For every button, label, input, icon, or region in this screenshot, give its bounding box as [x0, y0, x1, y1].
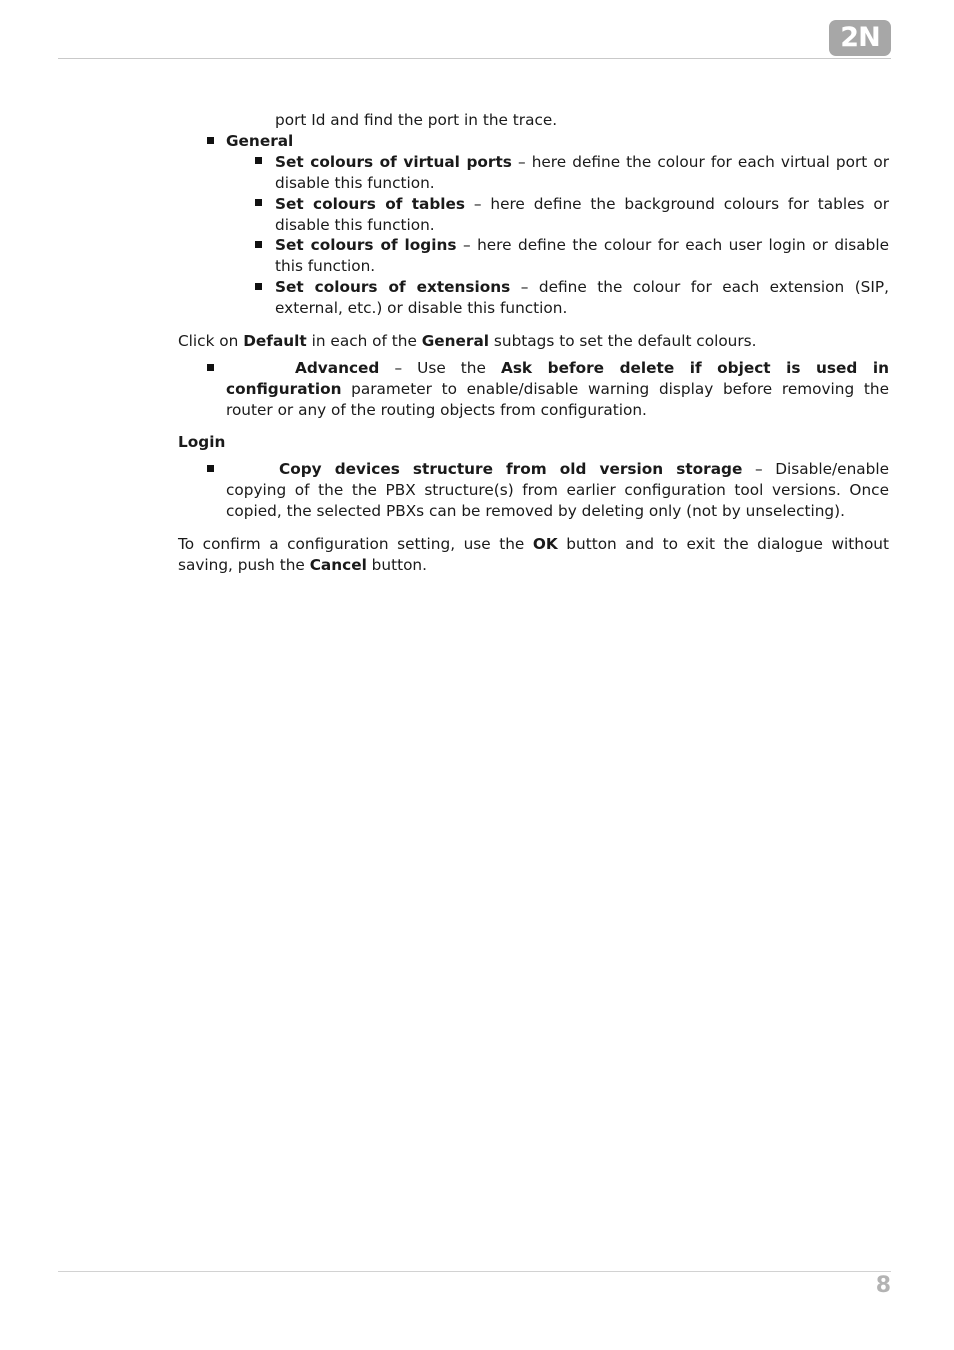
- brand-logo: 2N: [829, 20, 891, 56]
- general-heading: General: [226, 132, 294, 150]
- item-term: Set colours of virtual ports: [275, 153, 512, 171]
- continuation-text: port Id and find the port in the trace.: [275, 111, 558, 129]
- bullet-icon: [255, 199, 262, 206]
- bullet-icon: [255, 157, 262, 164]
- bullet-icon: [207, 137, 214, 144]
- bullet-icon: [255, 241, 262, 248]
- list-item: Set colours of virtual ports – here define the colour for each virtual port or disable this function.: [275, 153, 889, 192]
- item-term: Set colours of extensions: [275, 278, 511, 296]
- list-item: Set colours of extensions – define the colour for each extension (SIP, external, etc.) or disable this function.: [275, 278, 889, 317]
- item-term: Set colours of tables: [275, 195, 466, 213]
- list-item: Copy devices structure from old version storage – Disable/enable copying of the the PBX structure(s) from earlier configuration tool versions. Once copied, the selected PBXs can be removed by deleting only (not by unselecting).: [226, 460, 890, 520]
- list-item: Set colours of logins – here define the colour for each user login or disable this function.: [275, 236, 889, 275]
- item-term: Advanced: [295, 359, 380, 377]
- footer-divider: [58, 1271, 891, 1272]
- bullet-icon: [207, 465, 214, 472]
- default-note: Click on Default in each of the General subtags to set the default colours.: [178, 332, 757, 350]
- page-number: 8: [875, 1273, 891, 1298]
- header-divider: [58, 58, 891, 59]
- item-term: Copy devices structure from old version storage: [279, 460, 743, 478]
- item-term: Set colours of logins: [275, 236, 457, 254]
- list-item: Set colours of tables – here define the background colours for tables or disable this function.: [275, 195, 890, 234]
- login-heading: Login: [178, 433, 226, 451]
- bullet-icon: [255, 283, 262, 290]
- confirm-note: To confirm a configuration setting, use the OK button and to exit the dialogue without saving, push the Cancel button.: [178, 535, 889, 574]
- list-item: Advanced – Use the Ask before delete if object is used in configuration parameter to enable/disable warning display before removing the router or any of the routing objects from configuration.: [226, 359, 890, 419]
- bullet-icon: [207, 364, 214, 371]
